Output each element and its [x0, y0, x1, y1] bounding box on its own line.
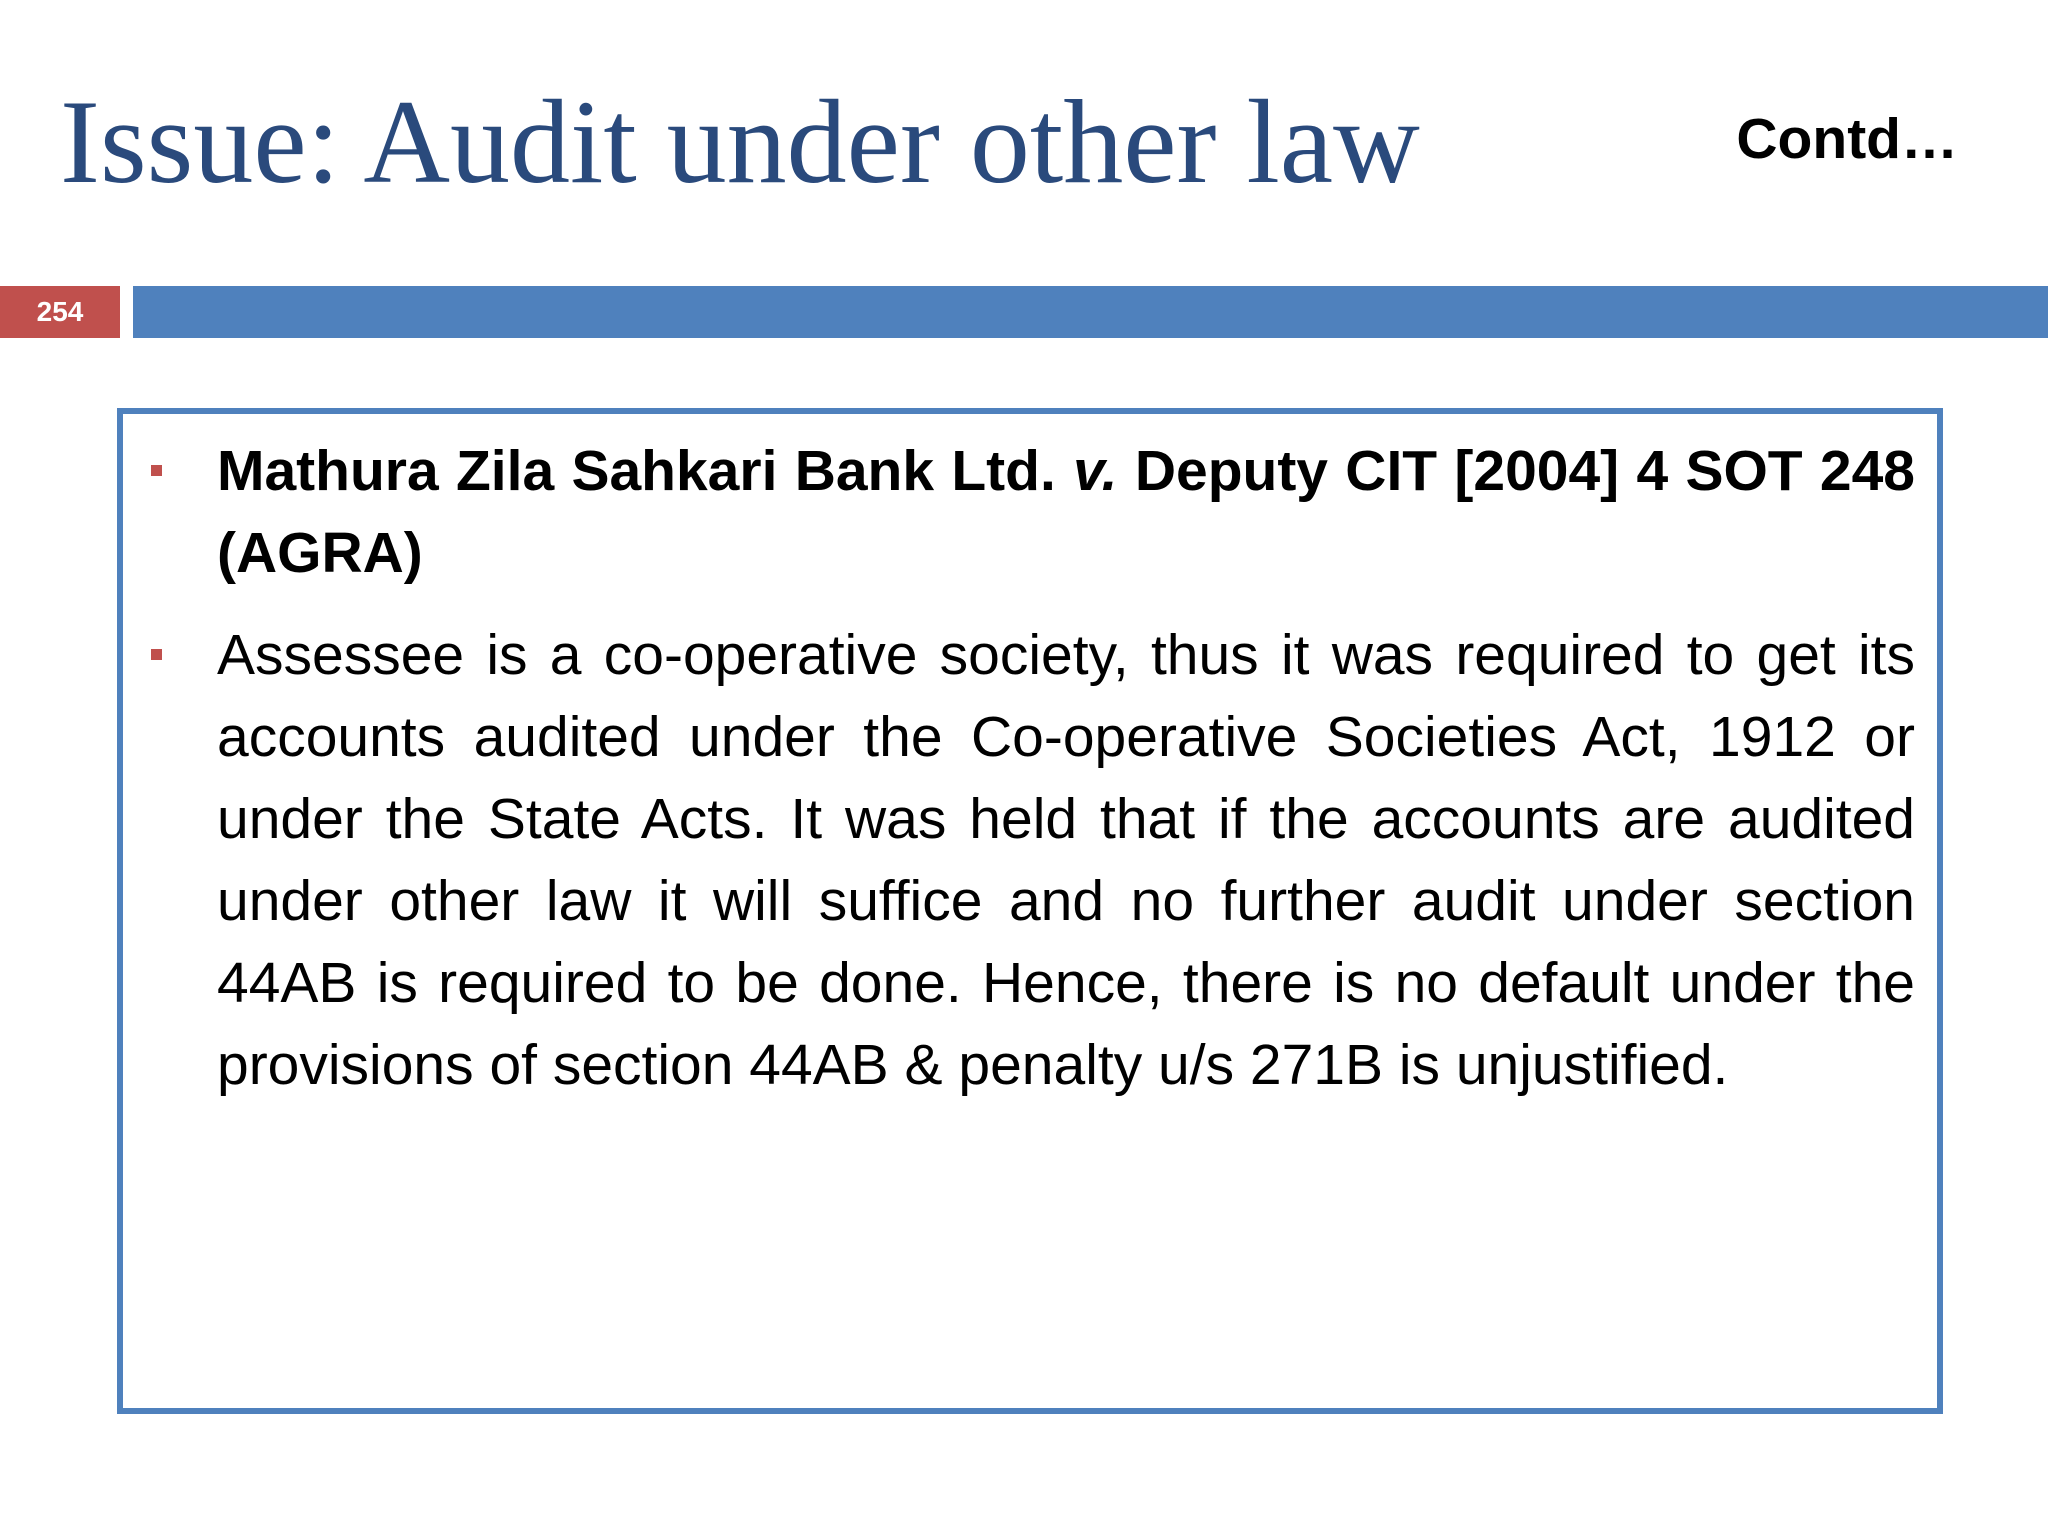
slide-number: 254 — [0, 286, 120, 338]
holding-text: Assessee is a co-operative society, thus it was required to get its accounts audited under the Co-operative Societies Act, 1912 or under the State Acts. It was held that if the accounts are audited under other law it will suffice and no further audit under section 44AB is required to be done. Hence, there is no default under the provisions of section 44AB & penalty u/s 271B is unjustified. — [217, 623, 1915, 1097]
content-box — [117, 408, 1943, 1414]
bullet-list — [217, 430, 1915, 1126]
versus: v. — [1073, 439, 1118, 503]
bullet-square-icon — [151, 465, 162, 476]
bullet-item-case-citation — [217, 430, 1915, 594]
title-divider-bar — [133, 286, 2048, 338]
bullet-square-icon — [151, 649, 162, 660]
slide-title: Issue: Audit under other law — [60, 75, 1420, 208]
contd-label: Contd… — [1736, 107, 1958, 171]
case-citation: Deputy CIT [2004] 4 SOT 248 (AGRA) — [217, 439, 1916, 585]
case-name: Mathura Zila Sahkari Bank Ltd. — [217, 439, 1056, 503]
bullet-item-holding — [217, 614, 1915, 1106]
